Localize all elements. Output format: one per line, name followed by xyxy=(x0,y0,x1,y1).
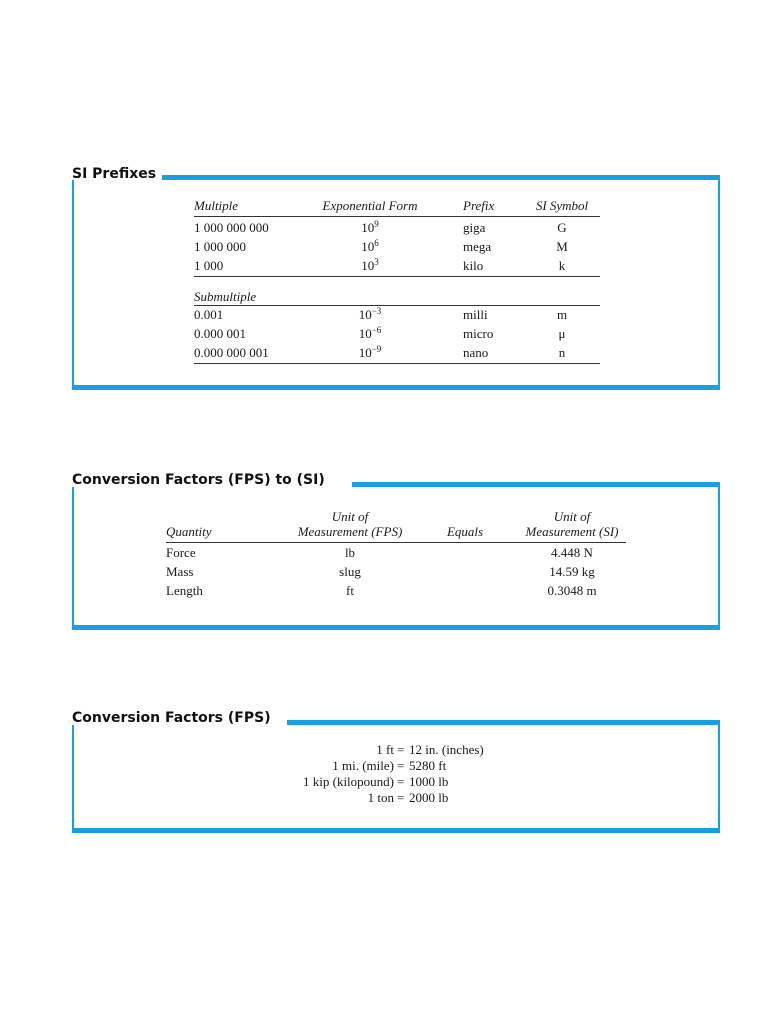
header-equals: Equals xyxy=(446,524,484,539)
header-si-symbol: SI Symbol xyxy=(535,198,589,213)
header-fps-unit-line2: Measurement (FPS) xyxy=(297,524,403,539)
lhs: 1 ft xyxy=(376,742,394,757)
si-prefixes-section xyxy=(72,166,720,390)
header-rule xyxy=(166,542,626,543)
header-submultiple: Submultiple xyxy=(194,289,257,304)
exponent-base: 10 xyxy=(358,307,372,322)
header-si-unit-line1: Unit of xyxy=(553,509,591,524)
equals-sign: = xyxy=(397,790,405,805)
multiple-value: 1 000 000 000 xyxy=(194,220,269,235)
quantity: Length xyxy=(166,583,203,598)
exponent-power: 3 xyxy=(374,257,379,267)
exponential-form xyxy=(300,345,440,361)
exponent-power: −3 xyxy=(371,306,382,316)
rhs: 2000 lb xyxy=(409,790,449,805)
exponent-power: −9 xyxy=(371,344,382,354)
lhs: 1 mi. (mile) xyxy=(332,758,394,773)
rhs: 5280 ft xyxy=(409,758,447,773)
fps-section xyxy=(72,710,720,833)
si-symbol: M xyxy=(556,239,568,254)
equals-sign: = xyxy=(397,774,405,789)
prefix-name: micro xyxy=(463,326,494,341)
exponent-base: 10 xyxy=(361,258,375,273)
fps-to-si-section xyxy=(72,472,720,630)
equals-sign: = xyxy=(397,758,405,773)
exponent-base: 10 xyxy=(361,220,375,235)
header-si-unit-line2: Measurement (SI) xyxy=(525,524,619,539)
exponential-form xyxy=(300,258,440,274)
multiples-rule xyxy=(194,276,600,277)
exponent-power: 6 xyxy=(374,238,379,248)
prefix-name: mega xyxy=(463,239,492,254)
multiple-value: 0.001 xyxy=(194,307,224,322)
exponent-base: 10 xyxy=(358,345,372,360)
submultiple-header-rule xyxy=(194,305,600,306)
exponential-form xyxy=(300,220,440,236)
fps-unit: slug xyxy=(339,564,361,579)
header-prefix: Prefix xyxy=(463,198,495,213)
section-title: Conversion Factors (FPS) to (SI) xyxy=(72,472,331,488)
section-title: Conversion Factors (FPS) xyxy=(72,710,277,726)
exponential-form xyxy=(300,307,440,323)
multiple-value: 0.000 001 xyxy=(194,326,246,341)
si-unit: 4.448 N xyxy=(551,545,593,560)
header-multiple: Multiple xyxy=(194,198,239,213)
lhs: 1 kip (kilopound) xyxy=(303,774,394,789)
exponent-power: −6 xyxy=(371,325,382,335)
si-symbol: m xyxy=(556,307,568,322)
prefix-name: milli xyxy=(463,307,488,322)
si-symbol: k xyxy=(558,258,566,273)
quantity: Force xyxy=(166,545,196,560)
rhs: 12 in. (inches) xyxy=(409,742,484,757)
exponential-form xyxy=(300,326,440,342)
prefix-name: kilo xyxy=(463,258,484,273)
rhs: 1000 lb xyxy=(409,774,449,789)
exponent-base: 10 xyxy=(358,326,372,341)
si-symbol: μ xyxy=(558,326,566,341)
header-quantity: Quantity xyxy=(166,524,212,539)
fps-unit: ft xyxy=(346,583,354,598)
header-rule xyxy=(194,216,600,217)
submultiples-rule xyxy=(194,363,600,364)
exponent-base: 10 xyxy=(361,239,375,254)
section-title: SI Prefixes xyxy=(72,166,162,182)
section-frame xyxy=(72,725,720,833)
fps-unit: lb xyxy=(344,545,356,560)
quantity: Mass xyxy=(166,564,194,579)
multiple-value: 0.000 000 001 xyxy=(194,345,269,360)
header-exponential-form: Exponential Form xyxy=(322,198,418,213)
multiple-value: 1 000 xyxy=(194,258,224,273)
si-symbol: G xyxy=(557,220,567,235)
equals-sign: = xyxy=(397,742,405,757)
header-fps-unit-line1: Unit of xyxy=(331,509,369,524)
prefix-name: giga xyxy=(463,220,486,235)
si-unit: 0.3048 m xyxy=(547,583,597,598)
lhs: 1 ton xyxy=(367,790,394,805)
prefix-name: nano xyxy=(463,345,489,360)
multiple-value: 1 000 000 xyxy=(194,239,246,254)
exponential-form xyxy=(300,239,440,255)
si-unit: 14.59 kg xyxy=(549,564,595,579)
exponent-power: 9 xyxy=(374,219,379,229)
si-symbol: n xyxy=(558,345,566,360)
